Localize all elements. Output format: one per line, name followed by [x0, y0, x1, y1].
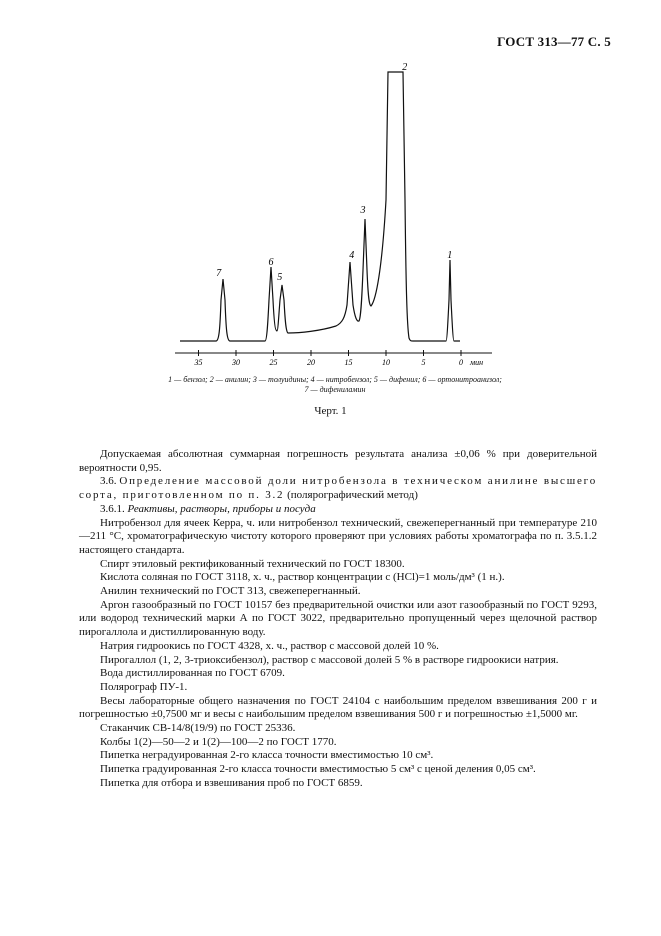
peak-label: 6	[268, 257, 274, 268]
chromatogram	[0, 0, 661, 380]
paragraph: Анилин технический по ГОСТ 313, свежеперегнанный.	[100, 585, 361, 598]
paragraph: Нитробензол для ячеек Керра, ч. или нитробензол технический, свежеперегнанный при температуре 210—211 °С, хроматографическую чистоту которого проверяют при условиях работы хроматографа по п. 3.5.1.2 настоящего стандарта.	[79, 516, 597, 556]
legend-line-2: 7 — дифениламин	[304, 385, 366, 394]
peak-label: 7	[216, 268, 222, 279]
x-tick-label: 15	[344, 358, 353, 367]
peak-label: 2	[402, 62, 408, 73]
peak-labels	[216, 62, 452, 283]
paragraph: Кислота соляная по ГОСТ 3118, х. ч., раствор концентрации с (HCl)=1 моль/дм³ (1 н.).	[100, 571, 505, 584]
paragraph: Пипетка неградуированная 2-го класса точности вместимостью 10 см³.	[100, 749, 434, 762]
peak-label: 4	[349, 250, 355, 261]
x-tick-label: 35	[194, 358, 203, 367]
paragraph: Вода дистиллированная по ГОСТ 6709.	[100, 667, 285, 680]
section-number: 3.6.1.	[100, 502, 128, 515]
x-tick-label: 10	[382, 358, 390, 367]
section-title: Реактивы, растворы, приборы и посуда	[127, 502, 316, 515]
peak-label: 1	[447, 250, 453, 261]
paragraph: Стаканчик СВ-14/8(19/9) по ГОСТ 25336.	[100, 722, 296, 735]
paragraph: Пипетка для отбора и взвешивания проб по ГОСТ 6859.	[100, 776, 363, 789]
x-tick-label: 30	[232, 358, 240, 367]
x-tick-label: 5	[421, 358, 426, 367]
x-axis-unit: мин	[470, 358, 484, 367]
legend-line-1: 1 — бензол; 2 — анилин; 3 — толуидины; 4 — нитробензол; 5 — дифенил; 6 — ортонитроанизол;	[168, 375, 502, 384]
x-tick-label: 0	[459, 358, 463, 367]
section-3-6-1-heading	[79, 503, 597, 517]
x-tick-label: 25	[269, 358, 278, 367]
paragraph: Пирогаллол (1, 2, 3-триоксибензол), раствор с массовой долей 5 % в растворе гидроокиси натрия.	[100, 653, 559, 666]
peak-label: 5	[277, 272, 283, 283]
body-text	[79, 448, 597, 791]
section-tail: (полярографический метод)	[284, 489, 418, 502]
page-header: ГОСТ 313—77 С. 5	[497, 34, 611, 49]
section-3-6-heading	[79, 475, 597, 502]
x-tick-label: 20	[307, 358, 315, 367]
figure-title: Черт. 1	[314, 405, 347, 417]
paragraph: Натрия гидроокись по ГОСТ 4328, х. ч., раствор с массовой долей 10 %.	[100, 639, 439, 652]
paragraph: Весы лабораторные общего назначения по ГОСТ 24104 с наибольшим пределом взвешивания 200 г и погрешностью ±0,7500 мг и весы с наибольшим пределом взвешивания 500 г и погрешностью ±1,5000 мг.	[79, 694, 597, 721]
chromatogram-trace	[180, 72, 460, 341]
paragraph: Спирт этиловый ректификованный технический по ГОСТ 18300.	[100, 557, 405, 570]
paragraph: Допускаемая абсолютная суммарная погрешность результата анализа ±0,06 % при доверительной вероятности 0,95.	[79, 448, 597, 474]
paragraph: Колбы 1(2)—50—2 и 1(2)—100—2 по ГОСТ 1770.	[100, 735, 337, 748]
section-number: 3.6.	[100, 475, 117, 488]
peak-label: 3	[360, 205, 366, 216]
figure-legend	[110, 375, 560, 395]
paragraph: Пипетка градуированная 2-го класса точности вместимостью 5 см³ с ценой деления 0,05 см³.	[100, 763, 536, 776]
section-title: Определение массовой доли нитробензола в техническом анилине высшего сорта, приготовленном по п. 3.2	[79, 475, 597, 502]
paragraph: Полярограф ПУ-1.	[100, 680, 188, 693]
paragraph: Аргон газообразный по ГОСТ 10157 без предварительной очистки или азот газообразный по ГОСТ 9293, или водород технический марки А по ГОСТ 3022, предварительно пропущенный через щелочной раствор пирогаллола и дистиллированную воду.	[79, 598, 597, 639]
